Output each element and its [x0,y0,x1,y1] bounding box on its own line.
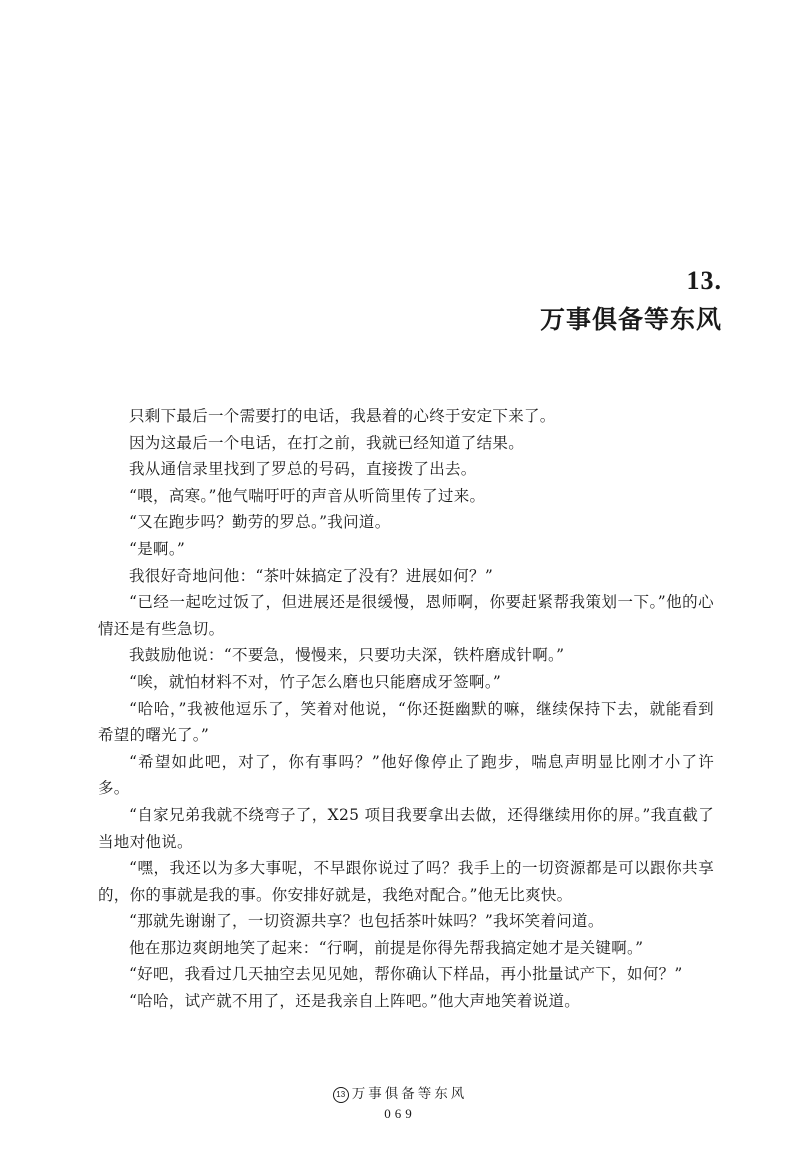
running-footer [0,1082,800,1103]
body-text [98,403,714,1015]
paragraph: 我从通信录里找到了罗总的号码，直接拨了出去。 [129,460,477,479]
paragraph: “好吧，我看过几天抽空去见见她，帮你确认下样品，再小批量试产下，如何？” [129,965,683,984]
paragraph: 我很好奇地问他：“茶叶妹搞定了没有？进展如何？” [129,566,494,585]
paragraph: “哈哈，试产就不用了，还是我亲自上阵吧。”他大声地笑着说道。 [129,992,581,1011]
paragraph: “已经一起吃过饭了，但进展还是很缓慢，恩师啊，你要赶紧帮我策划一下。”他的心情还是有些急切。 [98,593,714,638]
paragraph: “喂，高寒。”他气喘吁吁的声音从听筒里传了过来。 [129,486,486,505]
paragraph: “又在跑步吗？勤劳的罗总。”我问道。 [129,513,391,532]
paragraph: “希望如此吧，对了，你有事吗？”他好像停止了跑步，喘息声明显比刚才小了许多。 [98,752,714,798]
paragraph: “自家兄弟我就不绕弯子了，X25 项目我要拿出去做，还得继续用你的屏。”我直截了当地对他说。 [98,805,714,851]
chapter-title: 万事俱备等东风 [539,305,722,334]
chapter-mark-icon: 13 [333,1087,349,1103]
paragraph: “是啊。” [129,539,186,558]
paragraph: “嘿，我还以为多大事呢，不早跟你说过了吗？我手上的一切资源都是可以跟你共享的，你的事就是我的事。你安排好就是，我绝对配合。”他无比爽快。 [98,859,714,904]
footer-chapter-title: 万事俱备等东风 [351,1086,468,1102]
paragraph: “唉，就怕材料不对，竹子怎么磨也只能磨成牙签啊。” [129,672,502,691]
chapter-number: 13. [686,266,722,295]
paragraph: 他在那边爽朗地笑了起来：“行啊，前提是你得先帮我搞定她才是关键啊。” [129,938,644,957]
paragraph: 我鼓励他说：“不要急，慢慢来，只要功夫深，铁杵磨成针啊。” [129,646,565,665]
paragraph: 只剩下最后一个需要打的电话，我悬着的心终于安定下来了。 [129,407,556,425]
paragraph: “哈哈，”我被他逗乐了，笑着对他说，“你还挺幽默的嘛，继续保持下去，就能看到希望的曙光了。” [98,699,714,745]
paragraph: 因为这最后一个电话，在打之前，我就已经知道了结果。 [129,433,525,452]
paragraph: “那就先谢谢了，一切资源共享？也包括茶叶妹吗？”我坏笑着问道。 [129,912,604,931]
page-number: 069 [384,1106,416,1121]
